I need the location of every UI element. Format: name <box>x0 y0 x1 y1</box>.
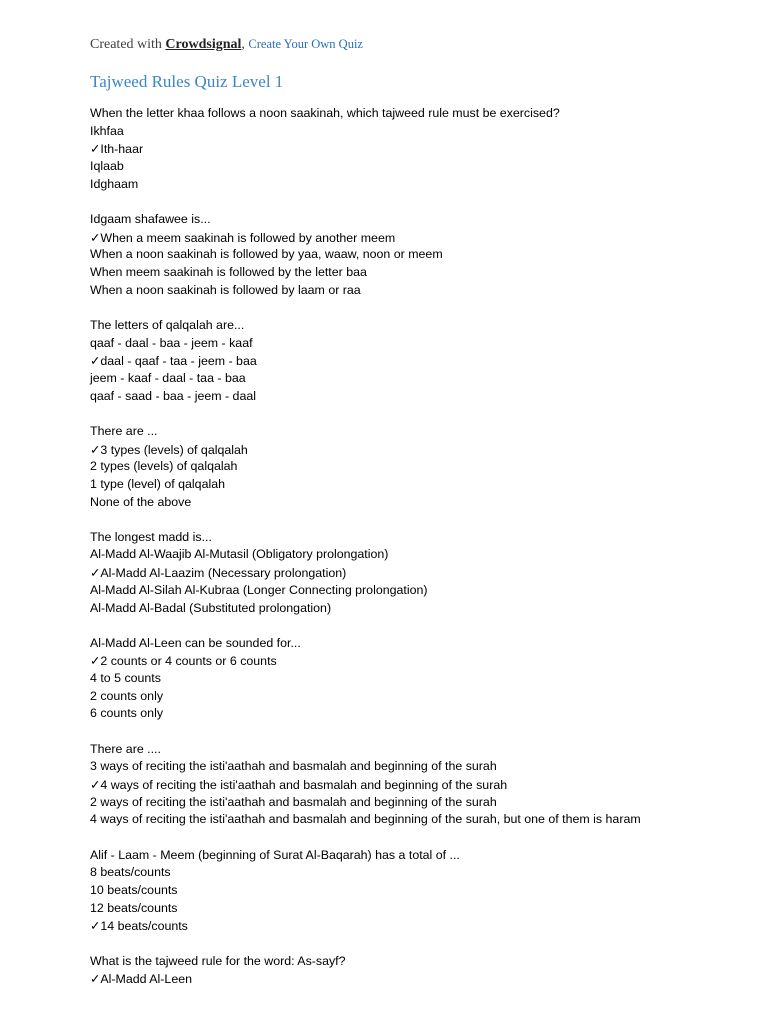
answer-text: Al-Madd Al-Badal (Substituted prolongation) <box>90 600 332 615</box>
checkmark-icon: ✓ <box>90 353 101 369</box>
answer-option <box>90 370 748 388</box>
crowdsignal-link[interactable]: Crowdsignal <box>165 37 242 52</box>
checkmark-icon: ✓ <box>90 441 101 457</box>
checkmark-icon: ✓ <box>90 918 101 934</box>
answer-option <box>90 335 748 353</box>
answer-option <box>90 794 748 812</box>
answer-option <box>90 758 748 776</box>
answer-text: 4 to 5 counts <box>90 671 161 686</box>
answer-option <box>90 900 748 918</box>
answer-text: Ikhfaa <box>90 123 124 138</box>
create-quiz-link[interactable]: Create Your Own Quiz <box>248 37 363 51</box>
quiz-questions <box>90 105 748 988</box>
answer-option <box>90 670 748 688</box>
answer-option <box>90 388 748 406</box>
question-prompt: There are ... <box>90 423 158 438</box>
answer-text: Al-Madd Al-Laazim (Necessary prolongation) <box>100 566 347 581</box>
answer-text: 2 counts only <box>90 688 164 703</box>
answer-text: 12 beats/counts <box>90 900 178 915</box>
question-prompt: There are .... <box>90 741 161 756</box>
answer-text: jeem - kaaf - daal - taa - baa <box>90 370 246 385</box>
question-block <box>90 317 748 405</box>
answer-text: 8 beats/counts <box>90 865 171 880</box>
answer-text: 14 beats/counts <box>100 919 188 934</box>
answer-text: 1 type (level) of qalqalah <box>90 476 226 491</box>
answer-text: None of the above <box>90 494 192 509</box>
checkmark-icon: ✓ <box>90 777 101 792</box>
answer-option <box>90 458 748 476</box>
correct-answer-option <box>90 652 748 670</box>
correct-answer-option <box>90 917 748 935</box>
question-block <box>90 847 748 935</box>
answer-text: When a noon saakinah is followed by yaa, waaw, noon or meem <box>90 247 443 262</box>
correct-answer-option <box>90 352 748 370</box>
answer-option <box>90 282 748 300</box>
answer-text: 3 ways of reciting the isti'aathah and basmalah and beginning of the surah <box>90 759 497 774</box>
answer-text: 4 ways of reciting the isti'aathah and basmalah and beginning of the surah <box>100 778 508 792</box>
answer-option <box>90 882 748 900</box>
answer-option <box>90 264 748 282</box>
question-block <box>90 741 748 829</box>
answer-text: Idghaam <box>90 176 139 191</box>
question-block <box>90 211 748 299</box>
answer-option <box>90 158 748 176</box>
created-with-text: Created with <box>90 37 162 52</box>
answer-text: 10 beats/counts <box>90 882 178 897</box>
answer-option <box>90 864 748 882</box>
correct-answer-option <box>90 229 748 247</box>
correct-answer-option <box>90 970 748 988</box>
question-prompt: Idgaam shafawee is... <box>90 211 211 226</box>
answer-text: 2 ways of reciting the isti'aathah and basmalah and beginning of the surah <box>90 794 497 809</box>
answer-text: 3 types (levels) of qalqalah <box>100 442 248 457</box>
question-prompt: When the letter khaa follows a noon saakinah, which tajweed rule must be exercised? <box>90 106 560 120</box>
document-page <box>90 34 748 1005</box>
answer-option <box>90 705 748 723</box>
credit-line <box>90 34 748 54</box>
answer-option <box>90 246 748 264</box>
answer-text: When a meem saakinah is followed by another meem <box>100 230 396 245</box>
question-prompt: Alif - Laam - Meem (beginning of Surat Al-Baqarah) has a total of ... <box>90 847 460 862</box>
answer-option <box>90 688 748 706</box>
answer-text: daal - qaaf - taa - jeem - baa <box>100 354 257 369</box>
answer-text: Iqlaab <box>90 159 124 174</box>
answer-text: Al-Madd Al-Waajib Al-Mutasil (Obligatory prolongation) <box>90 547 389 562</box>
answer-option <box>90 476 748 494</box>
answer-text: 6 counts only <box>90 706 164 721</box>
question-prompt: The letters of qalqalah are... <box>90 317 245 332</box>
checkmark-icon: ✓ <box>90 971 101 987</box>
question-block <box>90 529 748 617</box>
answer-text: When meem saakinah is followed by the letter baa <box>90 265 367 279</box>
answer-text: Al-Madd Al-Leen <box>100 972 192 987</box>
answer-option <box>90 811 748 829</box>
question-block <box>90 423 748 511</box>
correct-answer-option <box>90 140 748 158</box>
credit-separator: , <box>241 37 245 52</box>
checkmark-icon: ✓ <box>90 141 101 157</box>
answer-text: 4 ways of reciting the isti'aathah and basmalah and beginning of the surah, but one of them is haram <box>90 812 641 827</box>
answer-text: 2 types (levels) of qalqalah <box>90 459 238 474</box>
question-block <box>90 635 748 723</box>
answer-text: qaaf - saad - baa - jeem - daal <box>90 388 256 403</box>
checkmark-icon: ✓ <box>90 653 101 669</box>
checkmark-icon: ✓ <box>90 565 101 581</box>
checkmark-icon: ✓ <box>90 229 101 245</box>
question-prompt: Al-Madd Al-Leen can be sounded for... <box>90 635 301 650</box>
correct-answer-option <box>90 564 748 582</box>
answer-option <box>90 176 748 194</box>
answer-text: Al-Madd Al-Silah Al-Kubraa (Longer Connecting prolongation) <box>90 582 428 597</box>
answer-option <box>90 600 748 618</box>
answer-option <box>90 546 748 564</box>
answer-text: Ith-haar <box>100 142 144 157</box>
correct-answer-option <box>90 441 748 459</box>
quiz-title: Tajweed Rules Quiz Level 1 <box>90 72 284 91</box>
question-block <box>90 953 748 988</box>
answer-text: qaaf - daal - baa - jeem - kaaf <box>90 335 253 350</box>
question-prompt: The longest madd is... <box>90 529 212 544</box>
question-block <box>90 105 748 193</box>
answer-text: 2 counts or 4 counts or 6 counts <box>100 654 277 669</box>
answer-option <box>90 123 748 141</box>
answer-option <box>90 582 748 600</box>
answer-option <box>90 494 748 512</box>
correct-answer-option <box>90 776 748 794</box>
question-prompt: What is the tajweed rule for the word: As-sayf? <box>90 953 346 968</box>
answer-text: When a noon saakinah is followed by laam or raa <box>90 282 361 297</box>
